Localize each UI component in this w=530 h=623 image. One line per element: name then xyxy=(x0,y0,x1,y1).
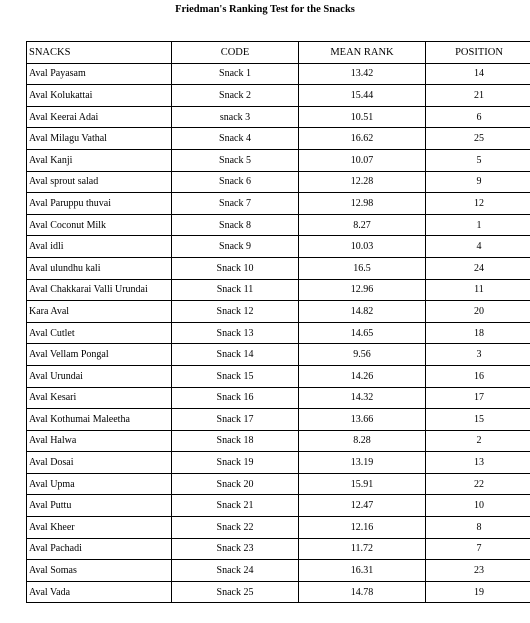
mean-rank-cell: 12.28 xyxy=(299,171,426,193)
snack-code-cell: Snack 5 xyxy=(172,149,299,171)
mean-rank-cell: 16.5 xyxy=(299,257,426,279)
snack-code-cell: snack 3 xyxy=(172,106,299,128)
mean-rank-cell: 10.51 xyxy=(299,106,426,128)
table-row xyxy=(27,581,530,603)
mean-rank-cell: 14.82 xyxy=(299,301,426,323)
position-cell: 21 xyxy=(426,85,530,107)
snack-code-cell: Snack 25 xyxy=(172,581,299,603)
table-row xyxy=(27,149,530,171)
snack-code-cell: Snack 16 xyxy=(172,387,299,409)
position-cell: 4 xyxy=(426,236,530,258)
snack-code-cell: Snack 22 xyxy=(172,517,299,539)
snack-code-cell: Snack 10 xyxy=(172,257,299,279)
position-cell: 10 xyxy=(426,495,530,517)
table-body xyxy=(27,63,530,603)
snack-name-cell: Aval Urundai xyxy=(27,365,172,387)
position-cell: 12 xyxy=(426,193,530,215)
table-row xyxy=(27,85,530,107)
mean-rank-cell: 8.27 xyxy=(299,214,426,236)
mean-rank-cell: 15.44 xyxy=(299,85,426,107)
table-row xyxy=(27,301,530,323)
position-cell: 6 xyxy=(426,106,530,128)
snack-code-cell: Snack 20 xyxy=(172,473,299,495)
snack-name-cell: Aval idli xyxy=(27,236,172,258)
position-cell: 8 xyxy=(426,517,530,539)
snack-code-cell: Snack 17 xyxy=(172,409,299,431)
snack-code-cell: Snack 13 xyxy=(172,322,299,344)
table-row xyxy=(27,128,530,150)
snack-name-cell: Aval Puttu xyxy=(27,495,172,517)
snack-name-cell: Aval Milagu Vathal xyxy=(27,128,172,150)
position-cell: 11 xyxy=(426,279,530,301)
mean-rank-cell: 13.42 xyxy=(299,63,426,85)
mean-rank-cell: 14.65 xyxy=(299,322,426,344)
position-cell: 7 xyxy=(426,538,530,560)
table-row xyxy=(27,430,530,452)
snack-code-cell: Snack 24 xyxy=(172,560,299,582)
table-row xyxy=(27,106,530,128)
position-cell: 18 xyxy=(426,322,530,344)
table-row xyxy=(27,193,530,215)
snack-code-cell: Snack 8 xyxy=(172,214,299,236)
snack-code-cell: Snack 11 xyxy=(172,279,299,301)
position-cell: 20 xyxy=(426,301,530,323)
table-row xyxy=(27,473,530,495)
mean-rank-cell: 12.16 xyxy=(299,517,426,539)
snack-code-cell: Snack 14 xyxy=(172,344,299,366)
mean-rank-cell: 16.31 xyxy=(299,560,426,582)
position-cell: 13 xyxy=(426,452,530,474)
snack-name-cell: Aval Kolukattai xyxy=(27,85,172,107)
table-row xyxy=(27,387,530,409)
table-row xyxy=(27,322,530,344)
snack-code-cell: Snack 2 xyxy=(172,85,299,107)
snack-name-cell: Aval Keerai Adai xyxy=(27,106,172,128)
table-row xyxy=(27,236,530,258)
table-row xyxy=(27,517,530,539)
snack-name-cell: Aval Vellam Pongal xyxy=(27,344,172,366)
snack-code-cell: Snack 1 xyxy=(172,63,299,85)
position-cell: 23 xyxy=(426,560,530,582)
position-cell: 2 xyxy=(426,430,530,452)
snack-name-cell: Aval Payasam xyxy=(27,63,172,85)
snack-name-cell: Aval Kesari xyxy=(27,387,172,409)
mean-rank-cell: 9.56 xyxy=(299,344,426,366)
table-row xyxy=(27,409,530,431)
snack-name-cell: Aval Pachadi xyxy=(27,538,172,560)
mean-rank-cell: 12.96 xyxy=(299,279,426,301)
snack-name-cell: Aval sprout salad xyxy=(27,171,172,193)
table-row xyxy=(27,365,530,387)
mean-rank-cell: 8.28 xyxy=(299,430,426,452)
header-code: CODE xyxy=(172,42,299,64)
snack-name-cell: Aval Halwa xyxy=(27,430,172,452)
mean-rank-cell: 12.47 xyxy=(299,495,426,517)
mean-rank-cell: 10.03 xyxy=(299,236,426,258)
table-row xyxy=(27,63,530,85)
snack-name-cell: Aval Dosai xyxy=(27,452,172,474)
snack-code-cell: Snack 9 xyxy=(172,236,299,258)
snack-code-cell: Snack 23 xyxy=(172,538,299,560)
mean-rank-cell: 14.32 xyxy=(299,387,426,409)
snack-code-cell: Snack 18 xyxy=(172,430,299,452)
header-mean-rank: MEAN RANK xyxy=(299,42,426,64)
position-cell: 5 xyxy=(426,149,530,171)
position-cell: 15 xyxy=(426,409,530,431)
snack-name-cell: Aval Kheer xyxy=(27,517,172,539)
snack-name-cell: Aval Somas xyxy=(27,560,172,582)
snack-code-cell: Snack 19 xyxy=(172,452,299,474)
snack-name-cell: Aval Vada xyxy=(27,581,172,603)
mean-rank-cell: 14.78 xyxy=(299,581,426,603)
snack-name-cell: Aval Coconut Milk xyxy=(27,214,172,236)
header-snacks: SNACKS xyxy=(27,42,172,64)
snack-name-cell: Aval Chakkarai Valli Urundai xyxy=(27,279,172,301)
mean-rank-cell: 16.62 xyxy=(299,128,426,150)
position-cell: 3 xyxy=(426,344,530,366)
mean-rank-cell: 15.91 xyxy=(299,473,426,495)
table-row xyxy=(27,452,530,474)
snack-name-cell: Kara Aval xyxy=(27,301,172,323)
header-position: POSITION xyxy=(426,42,530,64)
table-row xyxy=(27,214,530,236)
position-cell: 22 xyxy=(426,473,530,495)
table-row xyxy=(27,495,530,517)
position-cell: 19 xyxy=(426,581,530,603)
snack-name-cell: Aval Cutlet xyxy=(27,322,172,344)
snack-code-cell: Snack 15 xyxy=(172,365,299,387)
snack-code-cell: Snack 7 xyxy=(172,193,299,215)
mean-rank-cell: 13.66 xyxy=(299,409,426,431)
position-cell: 24 xyxy=(426,257,530,279)
position-cell: 16 xyxy=(426,365,530,387)
mean-rank-cell: 12.98 xyxy=(299,193,426,215)
friedman-ranking-table xyxy=(26,41,530,603)
position-cell: 17 xyxy=(426,387,530,409)
table-header-row xyxy=(27,42,530,64)
snack-name-cell: Aval ulundhu kali xyxy=(27,257,172,279)
mean-rank-cell: 13.19 xyxy=(299,452,426,474)
mean-rank-cell: 14.26 xyxy=(299,365,426,387)
snack-name-cell: Aval Upma xyxy=(27,473,172,495)
snack-name-cell: Aval Kanji xyxy=(27,149,172,171)
snack-code-cell: Snack 6 xyxy=(172,171,299,193)
table-row xyxy=(27,538,530,560)
table-row xyxy=(27,560,530,582)
position-cell: 9 xyxy=(426,171,530,193)
snack-name-cell: Aval Paruppu thuvai xyxy=(27,193,172,215)
table-row xyxy=(27,171,530,193)
table-row xyxy=(27,344,530,366)
position-cell: 1 xyxy=(426,214,530,236)
mean-rank-cell: 10.07 xyxy=(299,149,426,171)
table-row xyxy=(27,279,530,301)
snack-code-cell: Snack 4 xyxy=(172,128,299,150)
table-title: Friedman's Ranking Test for the Snacks xyxy=(175,4,355,15)
snack-code-cell: Snack 21 xyxy=(172,495,299,517)
position-cell: 25 xyxy=(426,128,530,150)
table-row xyxy=(27,257,530,279)
snack-name-cell: Aval Kothumai Maleetha xyxy=(27,409,172,431)
mean-rank-cell: 11.72 xyxy=(299,538,426,560)
position-cell: 14 xyxy=(426,63,530,85)
snack-code-cell: Snack 12 xyxy=(172,301,299,323)
